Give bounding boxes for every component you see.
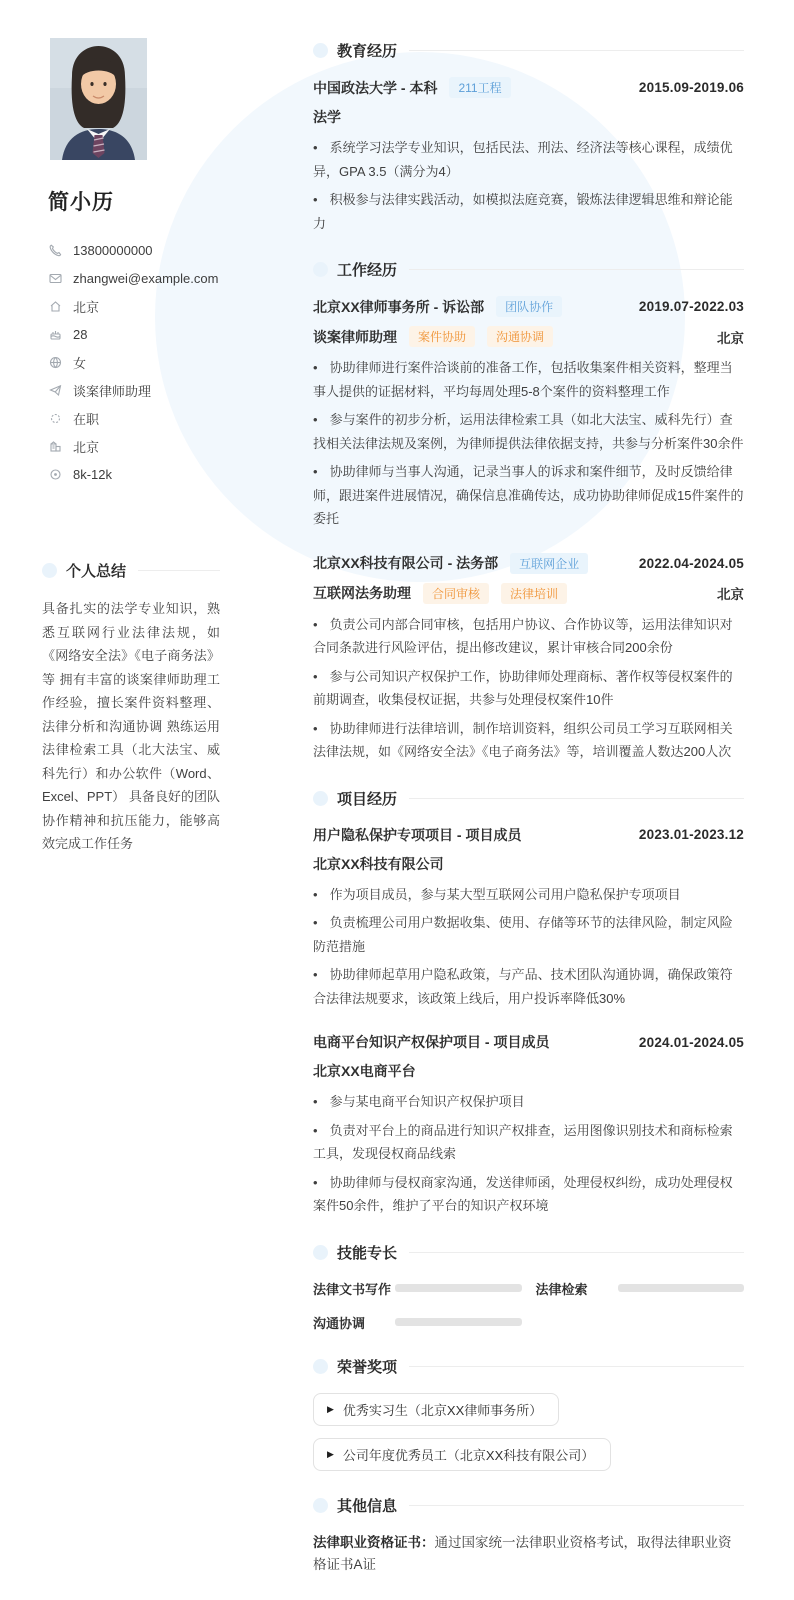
major-name: 法学	[313, 109, 341, 125]
summary-section-title: 个人总结	[66, 563, 127, 580]
city-icon	[48, 439, 62, 453]
skill-item	[313, 1279, 522, 1298]
mail-icon	[48, 271, 62, 285]
education-major-row	[313, 107, 744, 127]
project-org-row	[313, 854, 744, 874]
education-entry	[313, 77, 744, 235]
contact-age-value: 28	[73, 326, 88, 342]
section-divider	[409, 1366, 744, 1367]
projects-header	[313, 788, 744, 809]
bullet-dot: •	[313, 192, 318, 207]
company-name: 北京XX科技有限公司 - 法务部	[313, 555, 499, 571]
contact-salary-value: 8k-12k	[73, 466, 113, 482]
phone-icon	[48, 243, 62, 257]
bullet-text: 协助律师进行案件洽谈前的准备工作，包括收集案件相关资料，整理当事人提供的证据材料，平均每周处理5-8个案件的资料整理工作	[313, 360, 733, 399]
bullet-item	[313, 460, 744, 531]
honor-item-button[interactable]	[313, 1438, 611, 1471]
honor-label: 公司年度优秀员工（北京XX科技有限公司）	[342, 1447, 595, 1463]
section-other	[313, 1495, 744, 1576]
education-title: 教育经历	[337, 43, 398, 60]
bullet-item	[313, 911, 744, 958]
section-education	[313, 40, 744, 235]
skill-label: 沟通协调	[313, 1315, 366, 1331]
bullet-item	[313, 613, 744, 660]
bullet-text: 参与某电商平台知识产权保护项目	[329, 1094, 525, 1109]
skills-title: 技能专长	[337, 1244, 398, 1262]
contact-job-intention	[48, 376, 220, 404]
bullet-dot: •	[313, 668, 318, 684]
role-tag: 案件协助	[409, 326, 475, 347]
bullet-dot: •	[313, 915, 318, 930]
contact-location	[48, 292, 220, 320]
section-divider	[409, 1252, 744, 1253]
work-location: 北京	[717, 330, 744, 346]
project-org: 北京XX科技有限公司	[313, 855, 444, 872]
bullet-text: 负责对平台上的商品进行知识产权排查，运用图像识别技术和商标检索工具，发现侵权商品线索	[313, 1122, 733, 1161]
bullet-text: 参与案件的初步分析，运用法律检索工具（如北大法宝、威科先行）查找相关法律法规及案例，为律师提供法律依据支持，共参与分析案件30余件	[313, 412, 744, 451]
bullet-text: 参与公司知识产权保护工作，协助律师处理商标、著作权等侵权案件的前期调查，收集侵权证据，共参与处理侵权案件10件	[313, 668, 733, 707]
section-skills	[313, 1242, 744, 1332]
education-header	[313, 40, 744, 61]
bullet-item	[313, 408, 744, 455]
section-divider	[409, 50, 744, 51]
bullet-dot: •	[313, 140, 318, 155]
bullet-item	[313, 665, 744, 712]
company-name: 北京XX律师事务所 - 诉讼部	[313, 298, 485, 315]
honor-label: 优秀实习生（北京XX律师事务所）	[342, 1402, 543, 1418]
bullet-dot: •	[313, 720, 318, 736]
project-org: 北京XX电商平台	[313, 1063, 416, 1079]
section-projects	[313, 788, 744, 1218]
education-entry-head	[313, 77, 744, 98]
bullet-item	[313, 356, 744, 403]
work-bullets	[313, 356, 744, 531]
certificate-label: 法律职业资格证书：	[313, 1534, 435, 1550]
work-entry	[313, 296, 744, 531]
section-honors	[313, 1356, 744, 1471]
contact-city-value: 北京	[73, 439, 100, 455]
role-name: 谈案律师助理	[313, 328, 397, 345]
contact-status	[48, 404, 220, 432]
skill-bar	[618, 1284, 745, 1292]
project-org-row	[313, 1061, 744, 1081]
skill-bar	[395, 1318, 522, 1326]
role-tag: 沟通协调	[487, 326, 553, 347]
bullet-text: 负责梳理公司用户数据收集、使用、存储等环节的法律风险，制定风险防范措施	[313, 915, 733, 954]
section-bullet-icon	[313, 1498, 328, 1513]
skill-label: 法律检索	[535, 1281, 588, 1297]
section-work	[313, 259, 744, 764]
project-date: 2023.01-2023.12	[638, 827, 744, 842]
school-name: 中国政法大学 - 本科	[313, 79, 438, 96]
certificate-line	[313, 1532, 744, 1576]
project-name: 电商平台知识产权保护项目 - 项目成员	[313, 1034, 550, 1050]
bullet-dot: •	[313, 967, 318, 982]
section-bullet-icon	[42, 563, 57, 578]
contact-status-value: 在职	[73, 411, 100, 427]
contact-gender-value: 女	[73, 355, 87, 371]
bullet-dot: •	[313, 1174, 318, 1190]
contact-location-value: 北京	[73, 299, 100, 315]
bullet-item	[313, 883, 744, 907]
section-divider	[409, 269, 744, 270]
triangle-marker-icon: ▶	[327, 1403, 334, 1414]
contact-list	[48, 236, 220, 488]
status-icon	[48, 411, 62, 425]
other-header	[313, 1495, 744, 1516]
certificate-text: 通过国家统一法律职业资格考试，取得法律职业资格证书A证	[313, 1534, 732, 1572]
contact-salary	[48, 460, 220, 488]
bullet-text: 协助律师与侵权商家沟通，发送律师函，处理侵权纠纷，成功处理侵权案件50余件，维护了平台的知识产权环境	[313, 1174, 733, 1213]
home-icon	[48, 299, 62, 313]
section-divider	[409, 798, 744, 799]
skill-label: 法律文书写作	[313, 1281, 392, 1297]
profile-photo	[50, 38, 147, 160]
bullet-text: 协助律师起草用户隐私政策，与产品、技术团队沟通协调，确保政策符合法律法规要求，该政策上线后，用户投诉率降低30%	[313, 967, 733, 1006]
role-name: 互联网法务助理	[313, 585, 411, 601]
contact-email	[48, 264, 220, 292]
bullet-dot: •	[313, 412, 318, 427]
project-date: 2024.01-2024.05	[638, 1034, 744, 1050]
work-date: 2019.07-2022.03	[638, 299, 744, 314]
honor-item-button[interactable]	[313, 1393, 559, 1426]
section-bullet-icon	[313, 262, 328, 277]
summary-text: 具备扎实的法学专业知识，熟悉互联网行业法律法规，如《网络安全法》《电子商务法》等 拥有丰富的谈案律师助理工作经验，擅长案件资料整理、法律分析和沟通协调 熟练运用法律检索工具（北大法宝、威科先行）和办公软件（Word、Excel、PPT） 具备良好的团队协作精神和抗压能力，能够高效完成工作任务	[42, 601, 220, 851]
project-entry-head	[313, 1032, 744, 1052]
project-bullets	[313, 1090, 744, 1218]
contact-city	[48, 432, 220, 460]
bullet-item	[313, 136, 744, 183]
bullet-item	[313, 717, 744, 764]
job-intention-icon	[48, 383, 62, 397]
triangle-marker-icon: ▶	[327, 1448, 334, 1459]
age-icon	[48, 327, 62, 341]
section-divider	[138, 570, 220, 571]
person-name: 简小历	[48, 191, 114, 214]
project-entry	[313, 1032, 744, 1218]
contact-email-value: zhangwei@example.com	[73, 270, 219, 286]
contact-phone	[48, 236, 220, 264]
bullet-item	[313, 1171, 744, 1218]
contact-age	[48, 320, 220, 348]
role-tag: 合同审核	[423, 583, 489, 604]
sidebar	[42, 0, 220, 856]
skills-header	[313, 1242, 744, 1263]
work-entry	[313, 553, 744, 764]
company-badge: 互联网企业	[510, 553, 588, 574]
bullet-text: 协助律师与当事人沟通，记录当事人的诉求和案件细节，及时反馈给律师，跟进案件进展情况，确保信息准确传达，成功协助律师促成15件案件的委托	[313, 464, 744, 526]
project-bullets	[313, 883, 744, 1011]
gender-icon	[48, 355, 62, 369]
bullet-text: 系统学习法学专业知识，包括民法、刑法、经济法等核心课程，成绩优异，GPA 3.5（满分为4）	[313, 140, 733, 179]
school-badge: 211工程	[449, 77, 510, 98]
bullet-item	[313, 188, 744, 235]
work-role-row	[313, 326, 744, 347]
contact-phone-value: 13800000000	[73, 242, 153, 258]
bullet-text: 协助律师进行法律培训，制作培训资料，组织公司员工学习互联网相关法律法规，如《网络安全法》《电子商务法》等，培训覆盖人数达200人次	[313, 720, 733, 759]
honors-title: 荣誉奖项	[337, 1358, 398, 1376]
section-divider	[409, 1505, 744, 1506]
bullet-dot: •	[313, 1094, 318, 1109]
other-title: 其他信息	[337, 1497, 398, 1515]
bullet-text: 作为项目成员，参与某大型互联网公司用户隐私保护专项项目	[329, 886, 681, 902]
section-bullet-icon	[313, 43, 328, 58]
profile-photo-image	[50, 38, 147, 160]
skill-item	[536, 1279, 745, 1298]
main-content	[313, 0, 744, 1600]
work-role-row	[313, 583, 744, 604]
bullet-item	[313, 963, 744, 1010]
work-date: 2022.04-2024.05	[638, 555, 744, 571]
bullet-text: 负责公司内部合同审核，包括用户协议、合作协议等，运用法律知识对合同条款进行风险评估，提出修改建议，累计审核合同200余份	[313, 616, 733, 655]
skill-item	[313, 1313, 522, 1332]
bullet-dot: •	[313, 464, 318, 479]
project-entry	[313, 825, 744, 1011]
contact-job-intention-value: 谈案律师助理	[73, 383, 152, 399]
bullet-dot: •	[313, 616, 318, 632]
skill-bar	[395, 1284, 522, 1292]
section-bullet-icon	[313, 791, 328, 806]
work-entry-head	[313, 553, 744, 574]
section-bullet-icon	[313, 1359, 328, 1374]
bullet-text: 积极参与法律实践活动，如模拟法庭竞赛，锻炼法律逻辑思维和辩论能力	[313, 192, 733, 231]
company-badge: 团队协作	[496, 296, 562, 317]
skills-grid	[313, 1279, 744, 1332]
bullet-item	[313, 1119, 744, 1166]
bullet-item	[313, 1090, 744, 1114]
bullet-dot: •	[313, 360, 318, 375]
bullet-dot: •	[313, 886, 318, 902]
bullet-dot: •	[313, 1122, 318, 1138]
section-bullet-icon	[313, 1245, 328, 1260]
education-bullets	[313, 136, 744, 235]
salary-icon	[48, 467, 62, 481]
work-title: 工作经历	[337, 262, 398, 279]
role-tag: 法律培训	[501, 583, 567, 604]
work-location: 北京	[717, 587, 744, 602]
work-header	[313, 259, 744, 280]
project-name: 用户隐私保护专项项目 - 项目成员	[313, 826, 522, 843]
project-entry-head	[313, 825, 744, 845]
contact-gender	[48, 348, 220, 376]
work-entry-head	[313, 296, 744, 317]
honors-header	[313, 1356, 744, 1377]
summary-section-header	[42, 560, 220, 581]
work-bullets	[313, 613, 744, 764]
projects-title: 项目经历	[337, 790, 398, 808]
education-date: 2015.09-2019.06	[638, 80, 744, 95]
